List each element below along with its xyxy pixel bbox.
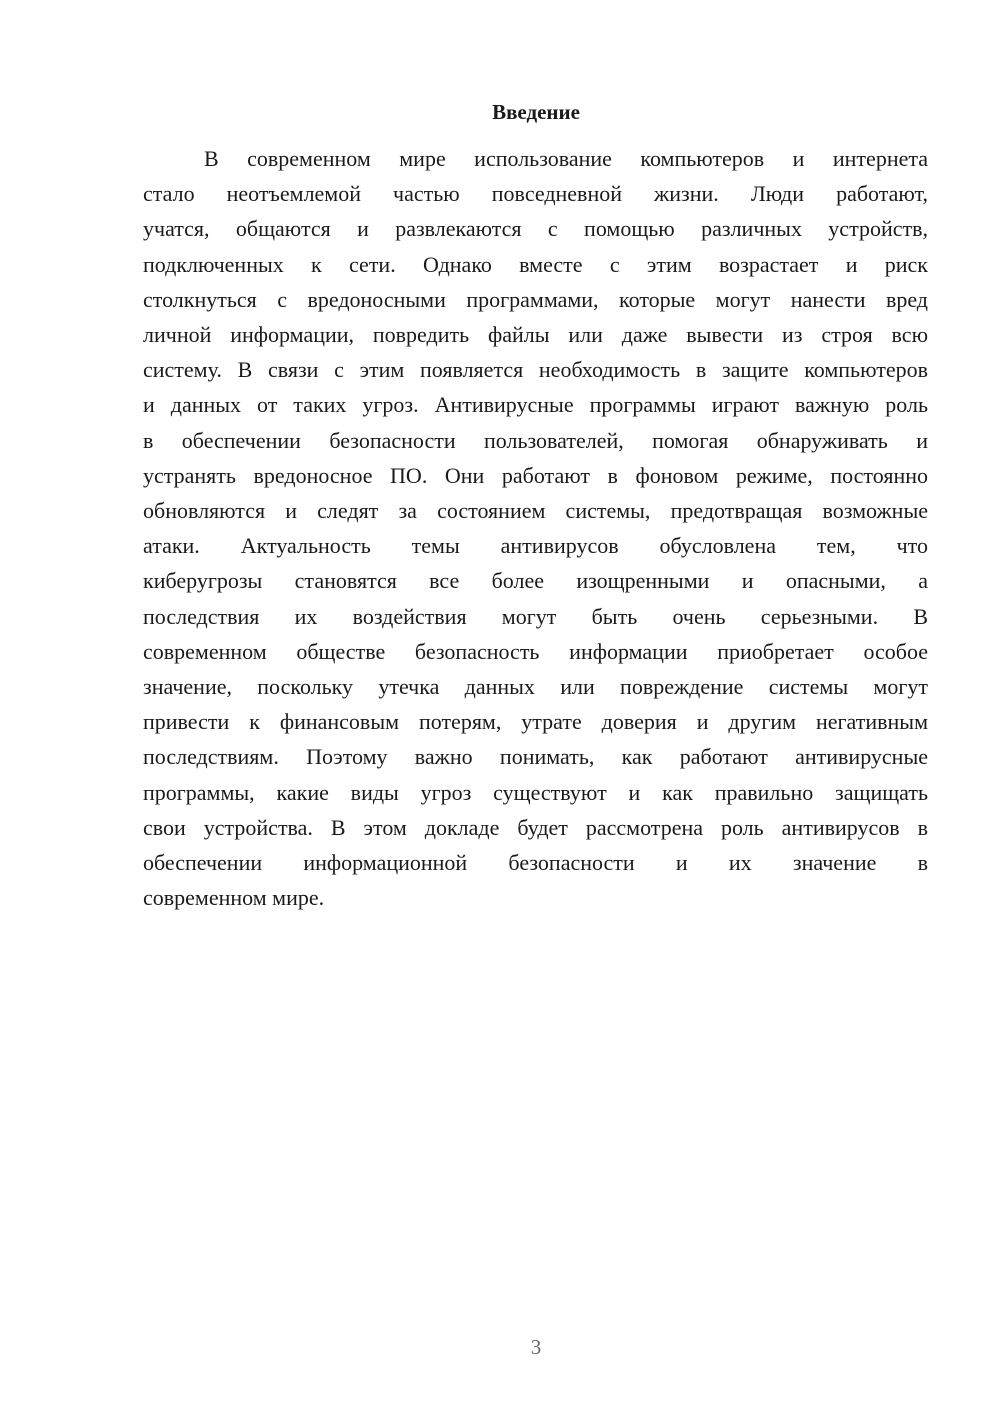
paragraph-line: программы, какие виды угроз существуют и как правильно защищать <box>143 779 928 805</box>
paragraph-line: атаки. Актуальность темы антивирусов обусловлена тем, что <box>143 533 928 559</box>
section-heading: Введение <box>492 100 580 124</box>
paragraph-line: в обеспечении безопасности пользователей, помогая обнаруживать и <box>143 427 928 453</box>
paragraph-line: устранять вредоносное ПО. Они работают в фоновом режиме, постоянно <box>143 462 928 488</box>
paragraph-line: столкнуться с вредоносными программами, которые могут нанести вред <box>143 286 928 312</box>
paragraph-line: значение, поскольку утечка данных или повреждение системы могут <box>143 674 928 700</box>
paragraph-line: современном мире. <box>143 885 325 911</box>
paragraph-line: личной информации, повредить файлы или даже вывести из строя всю <box>143 322 928 348</box>
paragraph-line: и данных от таких угроз. Антивирусные программы играют важную роль <box>143 392 928 418</box>
paragraph-line: В современном мире использование компьютеров и интернета <box>204 146 928 171</box>
paragraph-line: обновляются и следят за состоянием системы, предотвращая возможные <box>143 498 928 524</box>
paragraph-line: последствиям. Поэтому важно понимать, как работают антивирусные <box>143 744 928 770</box>
body-paragraph <box>143 141 928 915</box>
paragraph-line: современном обществе безопасность информации приобретает особое <box>143 638 928 664</box>
paragraph-line: систему. В связи с этим появляется необходимость в защите компьютеров <box>143 357 928 383</box>
paragraph-line: последствия их воздействия могут быть очень серьезными. В <box>143 603 928 629</box>
paragraph-line: подключенных к сети. Однако вместе с этим возрастает и риск <box>143 251 928 277</box>
paragraph-line: свои устройства. В этом докладе будет рассмотрена роль антивирусов в <box>143 814 928 840</box>
paragraph-line: обеспечении информационной безопасности и их значение в <box>143 850 928 876</box>
page-number: 3 <box>530 1335 542 1359</box>
paragraph-line: учатся, общаются и развлекаются с помощью различных устройств, <box>143 216 928 242</box>
paragraph-line: стало неотъемлемой частью повседневной жизни. Люди работают, <box>143 181 928 207</box>
paragraph-line: киберугрозы становятся все более изощренными и опасными, а <box>143 568 928 594</box>
paragraph-line: привести к финансовым потерям, утрате доверия и другим негативным <box>143 709 928 735</box>
